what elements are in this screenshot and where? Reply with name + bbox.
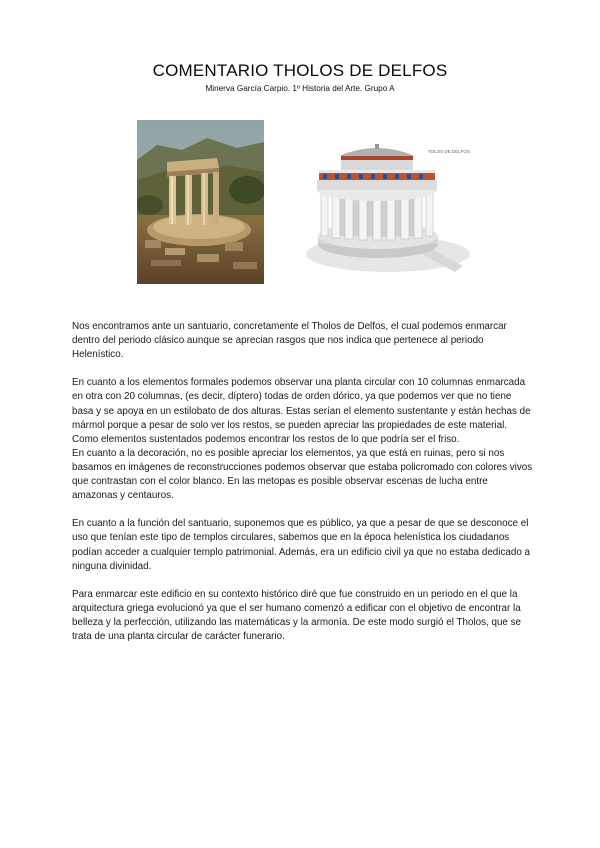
paragraph-formal-elements: En cuanto a los elementos formales podemos observar una planta circular con 10 columnas enmarcada en otra con 20 columnas, (es decir, díptero) todas de orden dórico, ya que podemos ver que no tiene basa y se apoya en un estilobato de dos alturas. Estas serían el elemento sustentante y están hechas de mármol porque a pesar de solo ver los restos, se pueden apreciar las propiedades de este material. Como elementos sustentados podemos encontrar los restos de lo que podría ser el friso. <box>72 377 531 445</box>
paragraph-intro: Nos encontramos ante un santuario, concretamente el Tholos de Delfos, el cual podemos enmarcar dentro del periodo clásico aunque se aprecian rasgos que nos indica que pertenece al periodo Helenístico. <box>72 321 507 361</box>
tholos-ruins-photo <box>137 120 264 284</box>
document-title: COMENTARIO THOLOS DE DELFOS <box>152 61 448 80</box>
tholos-reconstruction-image <box>303 142 481 279</box>
document-subtitle: Minerva García Carpio. 1º Historia del Arte. Grupo A <box>205 84 395 93</box>
paragraph-function: En cuanto a la función del santuario, suponemos que es público, ya que a pesar de que se desconoce el uso que tenían este tipo de templos circulares, sabemos que en la época helenística los ciudadanos podían acceder a cualquier templo patrimonial. Además, era un edificio civil ya que no estaba dedicado a ninguna divinidad. <box>72 518 531 572</box>
image-caption: TOLOS DE DELFOS <box>428 149 470 154</box>
document-body <box>72 320 534 658</box>
paragraph-decoration: En cuanto a la decoración, no es posible apreciar los elementos, ya que está en ruinas, pero si nos basamos en imágenes de reconstrucciones podemos observar que estaba policromado con colores vivos que contrastan con el color blanco. En las metopas es posible observar escenas de lucha entre amazonas y centauros. <box>72 447 533 502</box>
paragraph-context: Para enmarcar este edificio en su contexto histórico diré que fue construido en un periodo en el que la arquitectura griega evolucionó ya que el ser humano comenzó a edificar con el objetivo de encontrar la belleza y la perfección, utilizando las matemáticas y la armonía. De este modo surgió el Tholos, que se trata de una planta circular de carácter funerario. <box>72 588 522 643</box>
